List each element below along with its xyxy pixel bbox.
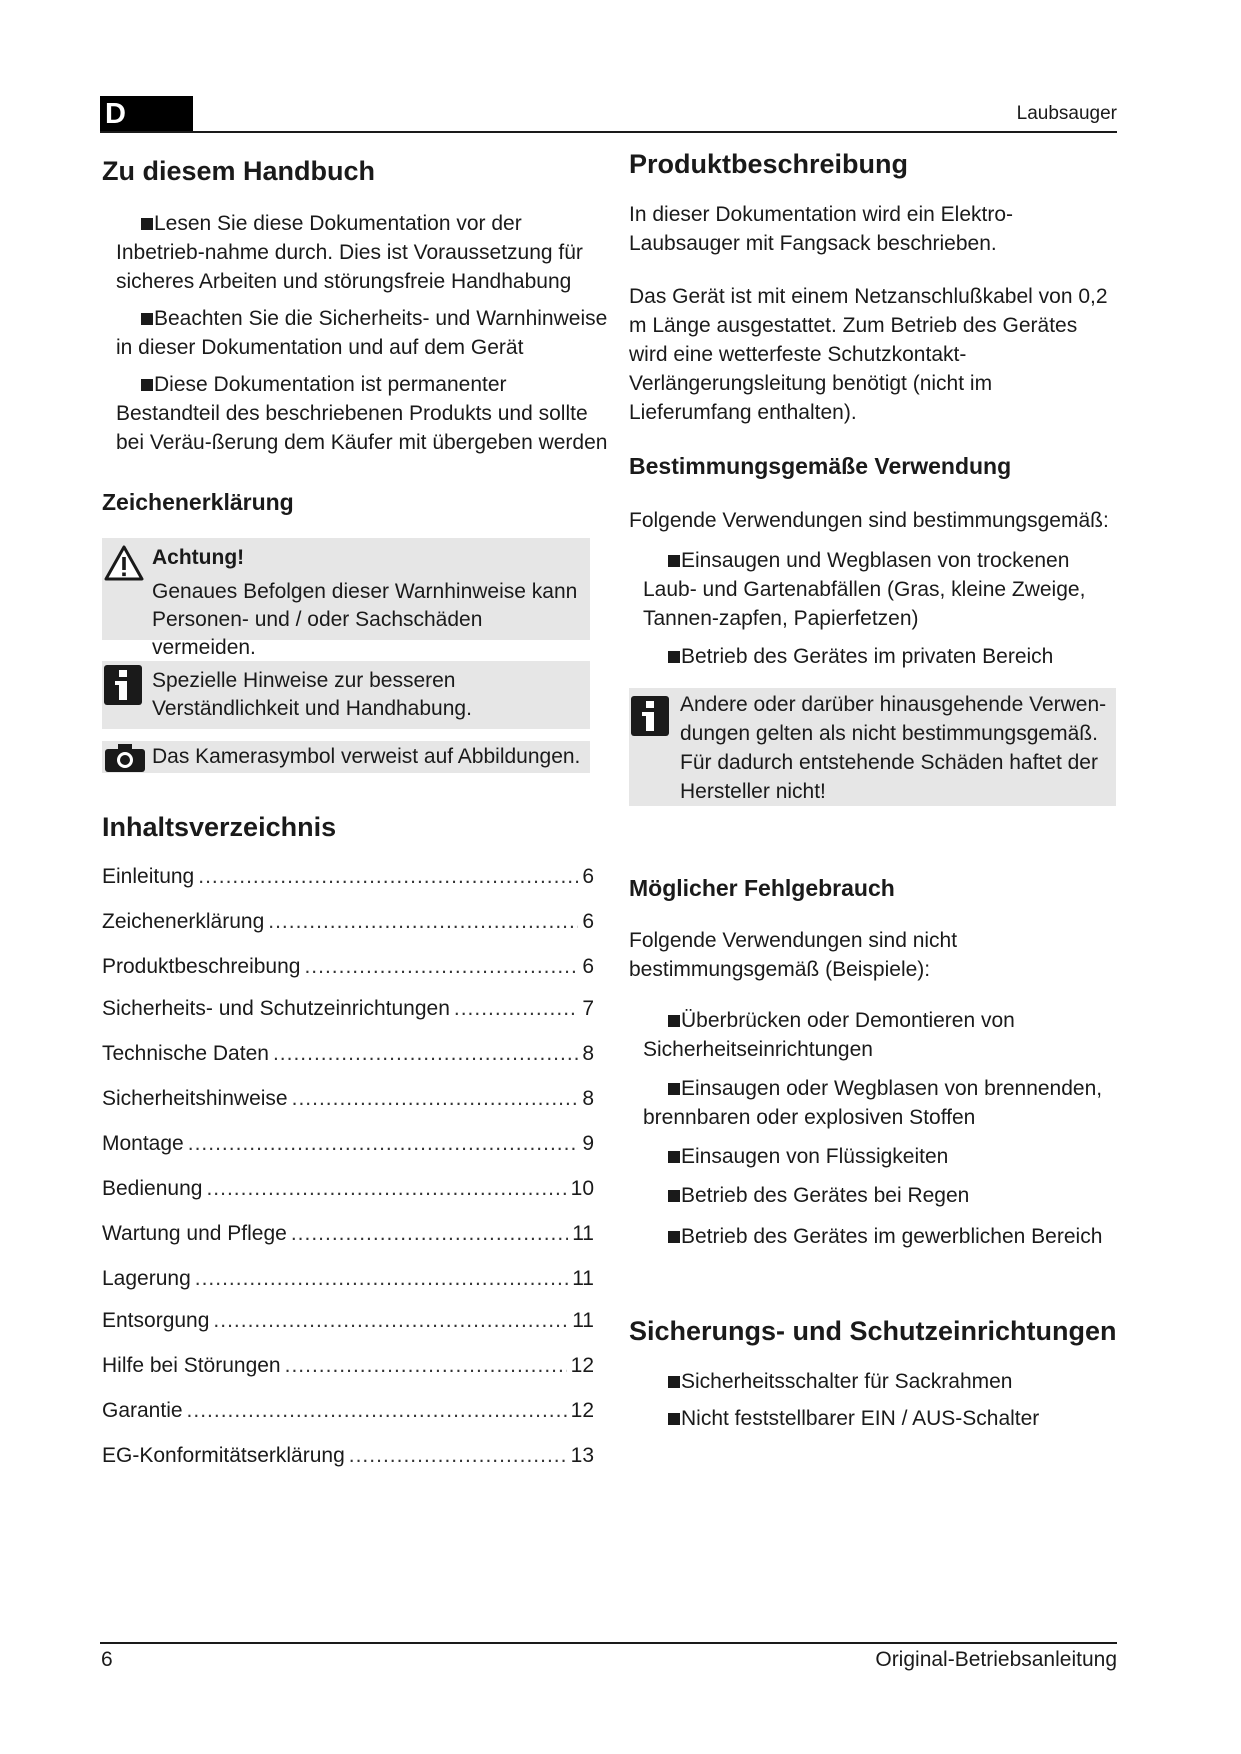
list-item: Beachten Sie die Sicherheits- und Warnhinweise in dieser Dokumentation und auf dem Gerät: [116, 307, 608, 359]
camera-box: [102, 741, 590, 773]
toc-entry[interactable]: Montage ..... 9: [102, 1132, 594, 1156]
list-item: Nicht feststellbarer EIN / AUS-Schalter: [643, 1404, 1113, 1433]
camera-text: Das Kamerasymbol verweist auf Abbildungen.: [152, 745, 581, 768]
safety-bullets: [643, 1367, 1113, 1433]
product-para-2: Das Gerät ist mit einem Netzanschlußkabel von 0,2 m Länge ausgestattet. Zum Betrieb des Gerätes wird eine wetterfeste Schutzkontakt-Verlängerungsleitung benötigt (nicht im Lieferumfang enthalten).: [629, 285, 1108, 424]
header-rule: [100, 131, 1117, 133]
misuse-intro: Folgende Verwendungen sind nicht bestimmungsgemäß (Beispiele):: [629, 929, 958, 981]
list-item: Lesen Sie diese Dokumentation vor der Inbetrieb-nahme durch. Dies ist Voraussetzung für sicheres Arbeiten und störungsfreie Handhabung: [116, 212, 583, 293]
toc-entry[interactable]: Produktbeschreibung ..... 6: [102, 955, 594, 979]
camera-icon: [104, 743, 146, 773]
toc-entry[interactable]: Entsorgung ..... 11: [102, 1309, 594, 1333]
list-item: Einsaugen und Wegblasen von trockenen Laub- und Gartenabfällen (Gras, kleine Zweige, Tannen-zapfen, Papierfetzen): [643, 549, 1086, 630]
intended-use-intro: Folgende Verwendungen sind bestimmungsgemäß:: [629, 509, 1109, 532]
toc-entry[interactable]: Wartung und Pflege ..... 11: [102, 1222, 594, 1246]
intended-use-bullets: [643, 546, 1113, 671]
toc-entry[interactable]: Einleitung ..... 6: [102, 865, 594, 889]
list-item: Betrieb des Gerätes im privaten Bereich: [643, 642, 1113, 671]
header-title: Laubsauger: [1016, 103, 1117, 124]
warning-box: [102, 538, 590, 659]
info-text: Andere oder darüber hinausgehende Verwen-dungen gelten als nicht bestimmungsgemäß. Für dadurch entstehende Schäden haftet der Hersteller nicht!: [680, 693, 1107, 803]
about-bullets: [116, 209, 612, 457]
toc-entry[interactable]: Zeichenerklärung ..... 6: [102, 910, 594, 934]
toc-entry[interactable]: Garantie ..... 12: [102, 1399, 594, 1423]
toc-entry[interactable]: Hilfe bei Störungen ..... 12: [102, 1354, 594, 1378]
about-title: Zu diesem Handbuch: [102, 156, 376, 186]
warning-title: Achtung!: [152, 546, 245, 569]
toc-entry[interactable]: Sicherheitshinweise ..... 8: [102, 1087, 594, 1111]
safety-title: Sicherungs- und Schutzeinrichtungen: [629, 1316, 1117, 1346]
list-item: Einsaugen oder Wegblasen von brennenden, brennbaren oder explosiven Stoffen: [643, 1077, 1103, 1129]
info-icon: [104, 665, 142, 705]
warning-triangle-icon: [104, 544, 144, 582]
product-para-1: In dieser Dokumentation wird ein Elektro-Laubsauger mit Fangsack beschrieben.: [629, 203, 1014, 255]
toc-entry[interactable]: Technische Daten ..... 8: [102, 1042, 594, 1066]
list-item: Einsaugen von Flüssigkeiten: [643, 1142, 1113, 1171]
product-title: Produktbeschreibung: [629, 149, 909, 179]
list-item: Diese Dokumentation ist permanenter Bestandteil des beschriebenen Produkts und sollte bei Veräu-ßerung dem Käufer mit übergeben werden: [116, 373, 608, 454]
toc-entry[interactable]: Sicherheits- und Schutzeinrichtungen ..... 7: [102, 997, 594, 1021]
misuse-title: Möglicher Fehlgebrauch: [629, 875, 895, 901]
toc-entry[interactable]: EG-Konformitätserklärung ..... 13: [102, 1444, 594, 1468]
toc-entry[interactable]: Lagerung ..... 11: [102, 1267, 594, 1291]
footer-rule: [100, 1642, 1117, 1644]
page-number: 6: [101, 1648, 113, 1671]
info-box-intended-use: [629, 688, 1116, 806]
info-text: Spezielle Hinweise zur besseren Verständlichkeit und Handhabung.: [152, 669, 472, 720]
list-item: Überbrücken oder Demontieren von Sicherheitseinrichtungen: [643, 1009, 1015, 1061]
list-item: Betrieb des Gerätes bei Regen: [643, 1181, 1113, 1210]
warning-text: Genaues Befolgen dieser Warnhinweise kann Personen- und / oder Sachschäden vermeiden.: [152, 580, 578, 659]
intended-use-title: Bestimmungsgemäße Verwendung: [629, 453, 1012, 479]
legend-title: Zeichenerklärung: [102, 489, 294, 515]
info-box: [102, 661, 590, 729]
language-tab: D: [100, 96, 193, 132]
list-item: Betrieb des Gerätes im gewerblichen Bereich: [643, 1222, 1113, 1251]
toc-entry[interactable]: Bedienung ..... 10: [102, 1177, 594, 1201]
toc-title: Inhaltsverzeichnis: [102, 812, 337, 842]
list-item: Sicherheitsschalter für Sackrahmen: [643, 1367, 1113, 1396]
info-icon: [631, 696, 669, 736]
footer-doc-title: Original-Betriebsanleitung: [875, 1648, 1117, 1671]
misuse-bullets: [643, 1006, 1113, 1251]
